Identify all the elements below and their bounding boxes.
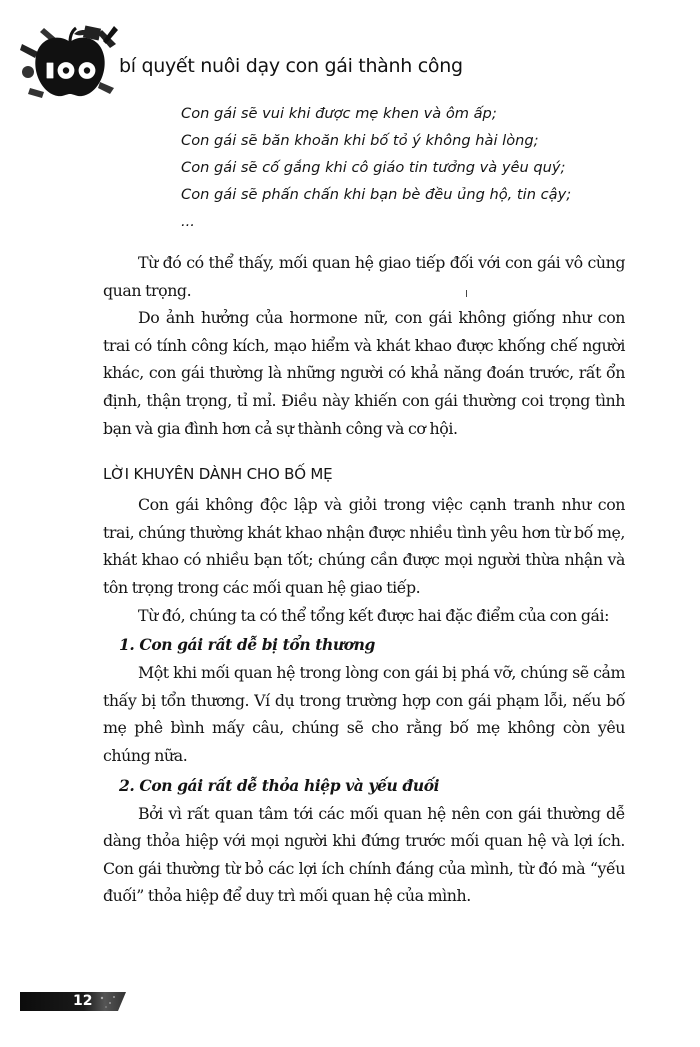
poem-line: Con gái sẽ vui khi được mẹ khen và ôm ấp;	[181, 105, 497, 122]
running-header	[18, 22, 538, 102]
poem-block	[181, 100, 625, 235]
paragraph-2: Do ảnh hưởng của hormone nữ, con gái không giống như con trai có tính công kích, mạo hiểm và khát khao được khống chế người khác, con gái thường là những người có khả năng đoán trước, rất ổn định, thận trọng, tỉ mỉ. Điều này khiến con gái thường coi trọng tình bạn và gia đình hơn cả sự thành công và cơ hội.	[103, 308, 625, 438]
page-number: 12	[73, 993, 93, 1009]
poem-ellipsis: ...	[181, 213, 195, 230]
paragraph-1: Từ đó có thể thấy, mối quan hệ giao tiếp đối với con gái vô cùng quan trọng.	[103, 253, 625, 300]
book-series-title: bí quyết nuôi dạy con gái thành công	[119, 55, 463, 77]
apple-logo-icon	[18, 22, 122, 100]
poem-line: Con gái sẽ phấn chấn khi bạn bè đều ủng hộ, tin cậy;	[181, 186, 572, 203]
page-body	[103, 100, 625, 910]
scan-mark	[466, 290, 467, 297]
paragraph-3: Con gái không độc lập và giỏi trong việc cạnh tranh như con trai, chúng thường khát khao nhận được nhiều tình yêu hơn từ bố mẹ, khát khao có nhiều bạn tốt; chúng cần được mọi người thừa nhận và tôn trọng trong các mối quan hệ giao tiếp.	[103, 495, 625, 597]
paragraph-6: Bởi vì rất quan tâm tới các mối quan hệ nên con gái thường dễ dàng thỏa hiệp với mọi người khi đứng trước mối quan hệ và lợi ích. Con gái thường từ bỏ các lợi ích chính đáng của mình, từ đó mà “yếu đuối” thỏa hiệp để duy trì mối quan hệ của mình.	[103, 803, 625, 906]
subheading-1: 1. Con gái rất dễ bị tổn thương	[119, 635, 375, 655]
paragraph-5: Một khi mối quan hệ trong lòng con gái bị phá vỡ, chúng sẽ cảm thấy bị tổn thương. Ví dụ trong trường hợp con gái phạm lỗi, nếu bố mẹ phê bình mấy câu, chúng sẽ cho rằng bố mẹ không còn yêu chúng nữa.	[103, 663, 625, 765]
poem-line: Con gái sẽ băn khoăn khi bố tỏ ý không hài lòng;	[181, 132, 539, 149]
section-heading: LỜI KHUYÊN DÀNH CHO BỐ MẸ	[103, 465, 333, 484]
paragraph-4: Từ đó, chúng ta có thể tổng kết được hai đặc điểm của con gái:	[138, 605, 609, 625]
subheading-2: 2. Con gái rất dễ thỏa hiệp và yếu đuối	[119, 775, 440, 795]
poem-line: Con gái sẽ cố gắng khi cô giáo tin tưởng và yêu quý;	[181, 159, 566, 176]
